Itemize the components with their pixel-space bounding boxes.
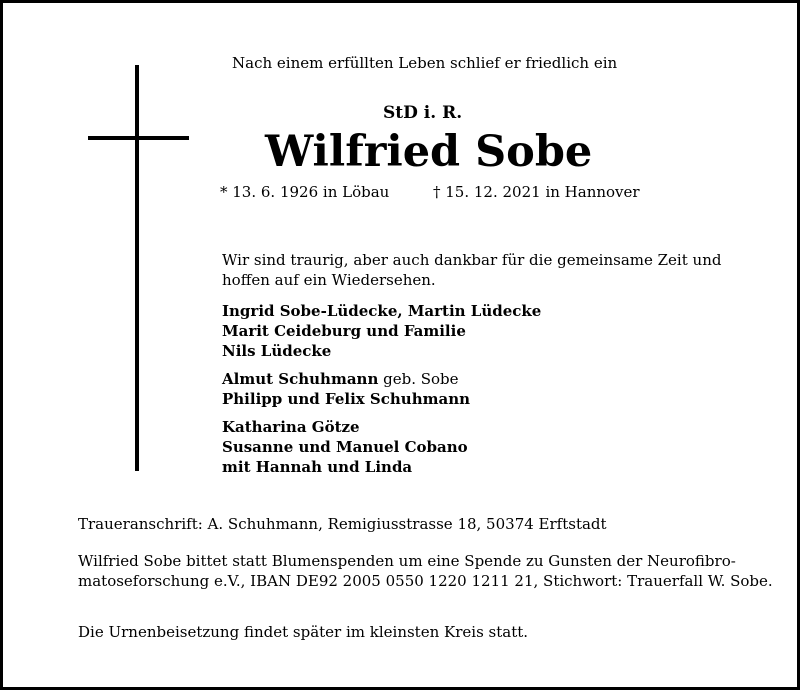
family-name: Philipp und Felix Schuhmann bbox=[222, 390, 471, 408]
family-name: Ingrid Sobe-Lüdecke, Martin Lüdecke bbox=[222, 302, 542, 320]
family-name: Nils Lüdecke bbox=[222, 342, 332, 360]
family-line bbox=[222, 301, 541, 321]
family-line bbox=[222, 457, 468, 477]
family-note: geb. Sobe bbox=[378, 370, 459, 388]
family-line bbox=[222, 321, 541, 341]
message-line: hoffen auf ein Wiedersehen. bbox=[222, 271, 436, 289]
message-line: Wir sind traurig, aber auch dankbar für die gemeinsame Zeit und bbox=[222, 251, 722, 269]
family-line bbox=[222, 369, 470, 389]
donation-line: matoseforschung e.V., IBAN DE92 2005 0550 1220 1211 21, Stichwort: Trauerfall W. Sobe. bbox=[78, 572, 773, 590]
donation-request bbox=[78, 551, 773, 591]
family-name: Almut Schuhmann bbox=[222, 370, 379, 388]
family-group bbox=[222, 369, 470, 409]
family-name: Susanne und Manuel Cobano bbox=[222, 438, 468, 456]
cross-icon bbox=[135, 65, 139, 471]
family-line bbox=[222, 389, 470, 409]
title-rank: StD i. R. bbox=[383, 103, 463, 123]
death-date: † 15. 12. 2021 in Hannover bbox=[433, 183, 640, 201]
family-name: Marit Ceideburg und Familie bbox=[222, 322, 466, 340]
family-group bbox=[222, 417, 468, 477]
family-line bbox=[222, 341, 541, 361]
urn-burial-note: Die Urnenbeisetzung findet später im kleinsten Kreis statt. bbox=[78, 623, 529, 641]
family-line bbox=[222, 417, 468, 437]
cross-icon-crossbar bbox=[88, 136, 189, 140]
mourning-address: Traueranschrift: A. Schuhmann, Remigiusstrasse 18, 50374 Erftstadt bbox=[78, 515, 607, 533]
family-name: mit Hannah und Linda bbox=[222, 458, 413, 476]
birth-date: * 13. 6. 1926 in Löbau bbox=[220, 183, 390, 201]
family-group bbox=[222, 301, 541, 361]
family-line bbox=[222, 437, 468, 457]
family-name: Katharina Götze bbox=[222, 418, 360, 436]
deceased-name: Wilfried Sobe bbox=[265, 127, 593, 177]
donation-line: Wilfried Sobe bittet statt Blumenspenden um eine Spende zu Gunsten der Neurofibro- bbox=[78, 552, 736, 570]
intro-line: Nach einem erfüllten Leben schlief er friedlich ein bbox=[232, 54, 618, 72]
condolence-message bbox=[222, 250, 734, 290]
